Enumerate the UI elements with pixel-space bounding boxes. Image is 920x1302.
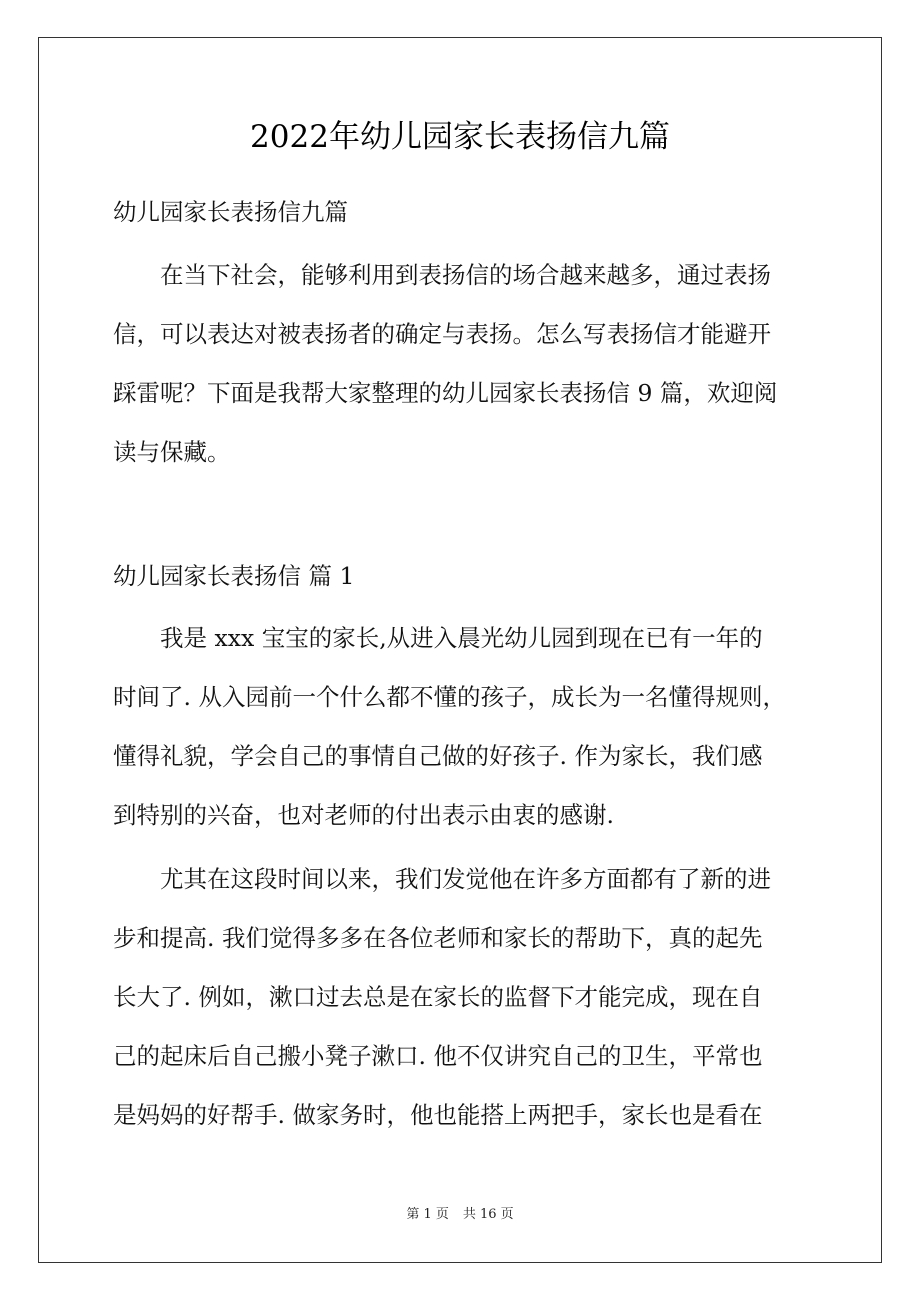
para1-line-2: 时间了. 从入园前一个什么都不懂的孩子，成长为一名懂得规则，: [113, 683, 786, 711]
para1-line-1: 我是 xxx 宝宝的家长,从进入晨光幼儿园到现在已有一年的: [160, 624, 763, 652]
intro-line-1: 在当下社会，能够利用到表扬信的场合越来越多，通过表扬: [160, 261, 771, 289]
para2-line-1: 尤其在这段时间以来，我们发觉他在许多方面都有了新的进: [160, 865, 771, 893]
para2-line-2: 步和提高. 我们觉得多多在各位老师和家长的帮助下，真的起先: [113, 924, 763, 952]
intro-line-2: 信，可以表达对被表扬者的确定与表扬。怎么写表扬信才能避开: [113, 320, 771, 348]
subtitle: 幼儿园家长表扬信九篇: [113, 198, 348, 226]
para1-line-4: 到特别的兴奋，也对老师的付出表示由衷的感谢.: [113, 801, 614, 829]
section-heading: 幼儿园家长表扬信 篇 1: [113, 562, 355, 590]
page-number: 第 1 页: [406, 1207, 449, 1222]
document-title: 2022年幼儿园家长表扬信九篇: [250, 119, 670, 155]
para2-line-4: 己的起床后自己搬小凳子漱口. 他不仅讲究自己的卫生，平常也: [113, 1042, 763, 1070]
para1-line-3: 懂得礼貌，学会自己的事情自己做的好孩子. 作为家长，我们感: [113, 742, 763, 770]
page-total: 共 16 页: [462, 1207, 514, 1222]
intro-line-3: 踩雷呢？下面是我帮大家整理的幼儿园家长表扬信 9 篇，欢迎阅: [113, 379, 778, 407]
intro-line-4: 读与保藏。: [113, 438, 231, 466]
para2-line-3: 长大了. 例如，漱口过去总是在家长的监督下才能完成，现在自: [113, 983, 763, 1011]
para2-line-5: 是妈妈的好帮手. 做家务时，他也能搭上两把手，家长也是看在: [113, 1101, 763, 1129]
page-footer: [0, 1205, 920, 1225]
